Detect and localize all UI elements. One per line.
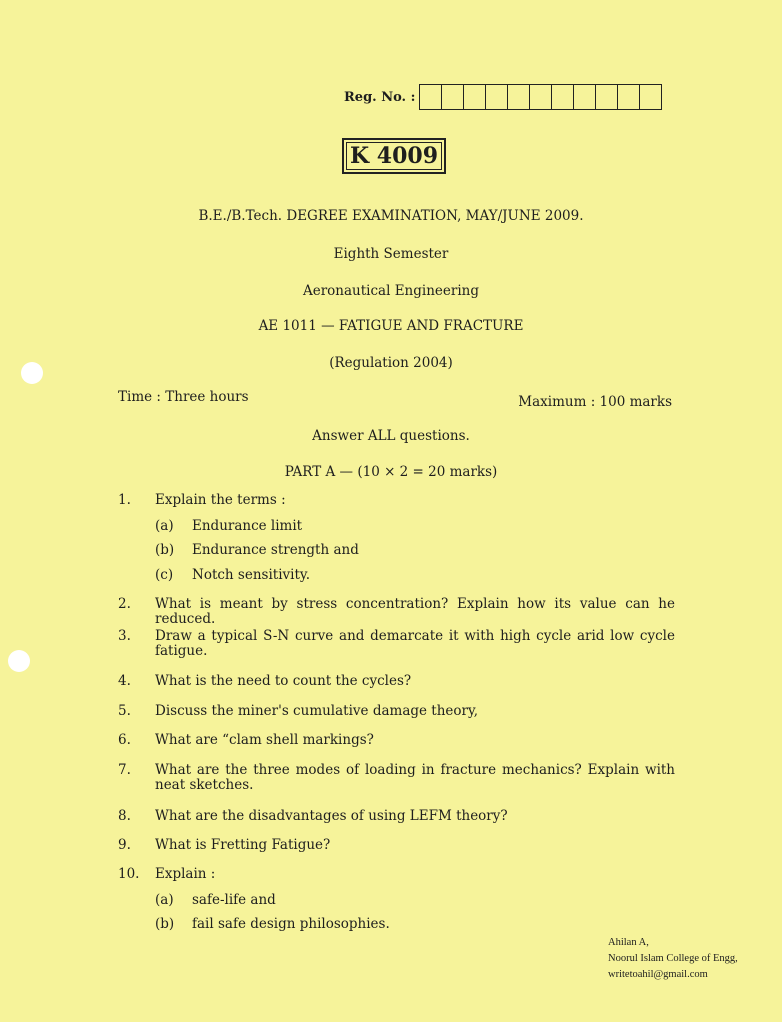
signature-name: Ahilan A,	[608, 937, 649, 948]
reg-box	[442, 85, 464, 109]
question-number: 2.	[118, 596, 131, 612]
question-text: What is meant by stress concentration? Explain how its value can he reduced.	[155, 596, 675, 627]
reg-number-field	[344, 84, 662, 110]
sub-item-label: (c)	[155, 567, 174, 583]
question-number: 6.	[118, 732, 131, 748]
question-text: Explain the terms :	[155, 492, 286, 508]
time-allowed: Time : Three hours	[118, 389, 249, 405]
question-paper-code: K 4009	[349, 143, 438, 169]
sub-item-label: (a)	[155, 892, 174, 908]
sub-item-text: fail safe design philosophies.	[192, 916, 390, 932]
question-number: 3.	[118, 628, 131, 644]
regulation: (Regulation 2004)	[329, 355, 453, 371]
question-number: 9.	[118, 837, 131, 853]
question-text: What is Fretting Fatigue?	[155, 837, 331, 853]
sub-item-label: (a)	[155, 518, 174, 534]
semester: Eighth Semester	[333, 246, 449, 262]
question-number: 5.	[118, 703, 131, 719]
department: Aeronautical Engineering	[302, 283, 479, 299]
sub-item-text: Notch sensitivity.	[192, 567, 311, 583]
question-number: 8.	[118, 808, 131, 824]
question-paper-code-box	[342, 138, 446, 174]
question-text: Explain :	[155, 866, 216, 882]
reg-box	[508, 85, 530, 109]
reg-box	[530, 85, 552, 109]
question-number: 10.	[118, 866, 140, 882]
instruction: Answer ALL questions.	[312, 428, 470, 444]
sub-item-text: safe-life and	[192, 892, 276, 908]
question-text: What are the three modes of loading in fracture mechanics? Explain with neat sketches.	[155, 762, 675, 793]
reg-number-label: Reg. No. :	[344, 89, 416, 105]
reg-box	[486, 85, 508, 109]
signature-email: writetoahil@gmail.com	[608, 969, 708, 980]
reg-box	[574, 85, 596, 109]
part-heading: PART A — (10 × 2 = 20 marks)	[284, 464, 498, 480]
question-number: 1.	[118, 492, 131, 508]
question-text: What are “clam shell markings?	[155, 732, 374, 748]
sub-item-text: Endurance strength and	[192, 542, 359, 558]
exam-title: B.E./B.Tech. DEGREE EXAMINATION, MAY/JUNE 2009.	[198, 208, 584, 224]
reg-box	[420, 85, 442, 109]
question-text: What is the need to count the cycles?	[155, 673, 412, 689]
maximum-marks: Maximum : 100 marks	[518, 394, 672, 410]
reg-box	[596, 85, 618, 109]
question-text: Discuss the miner's cumulative damage theory,	[155, 703, 479, 719]
reg-box	[552, 85, 574, 109]
reg-box	[464, 85, 486, 109]
punch-hole-bottom	[8, 650, 30, 672]
reg-box	[618, 85, 640, 109]
subject-title: AE 1011 — FATIGUE AND FRACTURE	[258, 318, 524, 334]
reg-box	[640, 85, 661, 109]
sub-item-label: (b)	[155, 542, 175, 558]
question-text: What are the disadvantages of using LEFM theory?	[155, 808, 508, 824]
question-text: Draw a typical S-N curve and demarcate it with high cycle arid low cycle fatigue.	[155, 628, 675, 659]
question-number: 4.	[118, 673, 131, 689]
question-number: 7.	[118, 762, 131, 778]
sub-item-text: Endurance limit	[192, 518, 303, 534]
sub-item-label: (b)	[155, 916, 175, 932]
signature-college: Noorul Islam College of Engg,	[608, 953, 738, 964]
reg-number-boxes	[419, 84, 662, 110]
